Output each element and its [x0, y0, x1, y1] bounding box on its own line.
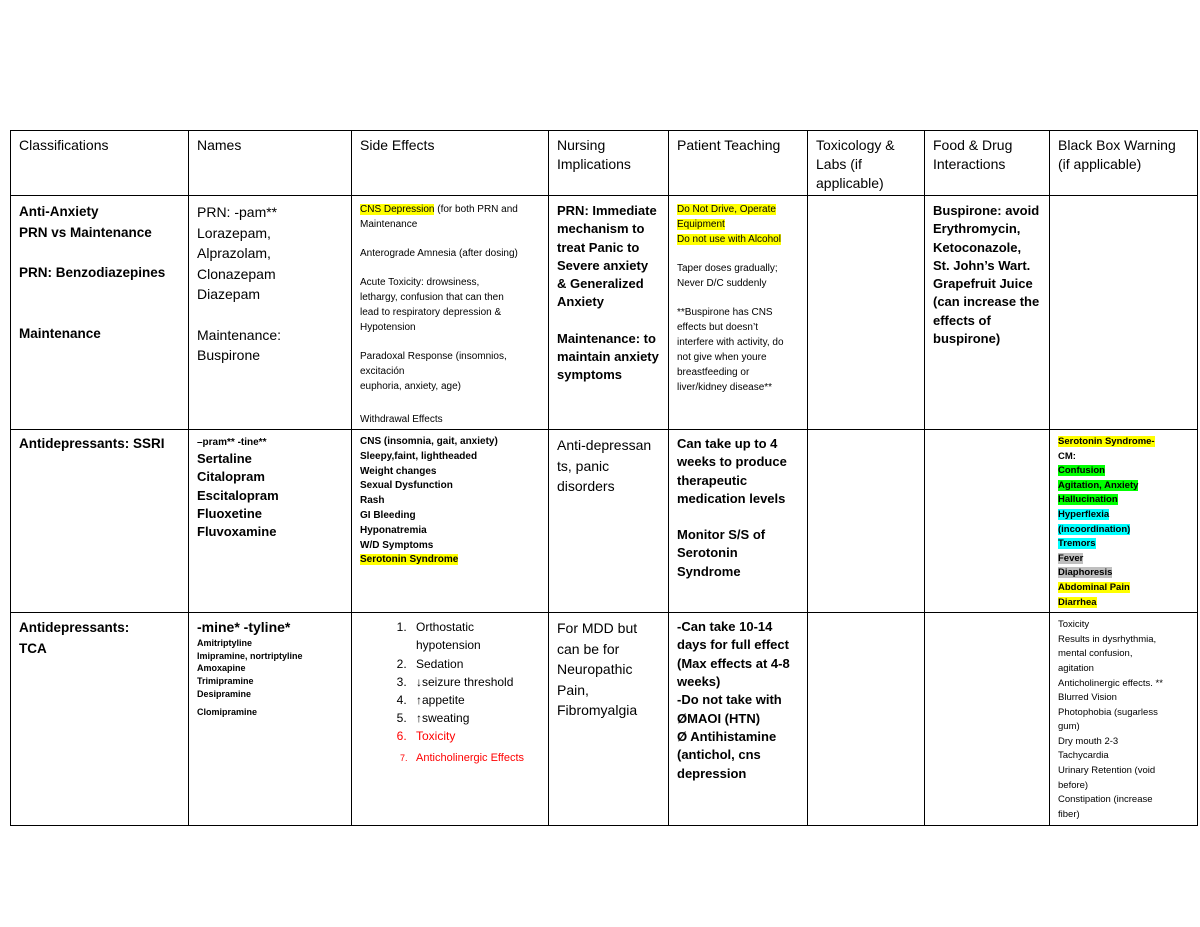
header-names: Names [189, 131, 352, 196]
black-box-cell: Toxicity Results in dysrhythmia, mental confusion, agitation Anticholinergic effects. ** Blurred Vision Photophobia (sugarless gum) Dry mouth 2-3 Tachycardia Urinary Retention (void before) Constipation (increase fiber) [1050, 613, 1198, 826]
list-item: 6. Toxicity [410, 727, 540, 745]
list-item: 2. Sedation [410, 655, 540, 673]
teaching-cell: Can take up to 4 weeks to produce therapeutic medication levels Monitor S/S of Serotonin Syndrome [669, 430, 808, 613]
black-box-cell: Serotonin Syndrome- CM: Confusion Agitation, Anxiety Hallucination Hyperflexia (incoordination) Tremors Fever Diaphoresis Abdominal Pain Diarrhea [1050, 430, 1198, 613]
header-toxicology-labs: Toxicology & Labs (if applicable) [808, 131, 925, 196]
header-row [11, 131, 1198, 196]
names-cell: –pram** -tine** Sertaline Citalopram Escitalopram Fluoxetine Fluvoxamine [189, 430, 352, 613]
list-item: 3. ↓seizure threshold [410, 673, 540, 691]
list-item: 5. ↑sweating [410, 709, 540, 727]
nursing-cell: Anti-depressan ts, panic disorders [549, 430, 669, 613]
header-black-box: Black Box Warning (if applicable) [1050, 131, 1198, 196]
food-drug-cell: Buspirone: avoid Erythromycin, Ketoconazole, St. John’s Wart. Grapefruit Juice (can increase the effects of buspirone) [925, 196, 1050, 430]
classification-cell: Anti-Anxiety PRN vs Maintenance PRN: Benzodiazepines Maintenance [11, 196, 189, 430]
row-ssri [11, 430, 1198, 613]
classification-cell: Antidepressants: SSRI [11, 430, 189, 613]
row-anti-anxiety [11, 196, 1198, 430]
black-box-cell [1050, 196, 1198, 430]
names-cell: -mine* -tyline* Amitriptyline Imipramine, nortriptyline Amoxapine Trimipramine Desipramine Clomipramine [189, 613, 352, 826]
header-food-drug: Food & Drug Interactions [925, 131, 1050, 196]
side-effects-list [360, 618, 540, 767]
classification-cell: Antidepressants: TCA [11, 613, 189, 826]
nursing-cell: PRN: Immediate mechanism to treat Panic to Severe anxiety & Generalized Anxiety Maintenance: to maintain anxiety symptoms [549, 196, 669, 430]
list-item: 1. Orthostatic hypotension [410, 618, 540, 654]
header-classifications: Classifications [11, 131, 189, 196]
toxicology-cell [808, 196, 925, 430]
names-cell: PRN: -pam** Lorazepam, Alprazolam, Clonazepam Diazepam Maintenance: Buspirone [189, 196, 352, 430]
teaching-cell: Do Not Drive, Operate Equipment Do not use with Alcohol Taper doses gradually; Never D/C suddenly **Buspirone has CNS effects but doesn’t interfere with activity, do not give when youre breastfeeding or liver/kidney disease** [669, 196, 808, 430]
teaching-cell: -Can take 10-14 days for full effect (Max effects at 4-8 weeks) -Do not take with ØMAOI (HTN) Ø Antihistamine (antichol, cns depression [669, 613, 808, 826]
list-item: 7. Anticholinergic Effects [410, 749, 540, 767]
food-drug-cell [925, 613, 1050, 826]
food-drug-cell [925, 430, 1050, 613]
toxicology-cell [808, 613, 925, 826]
side-effects-cell [352, 613, 549, 826]
drug-table [10, 130, 1198, 826]
row-tca [11, 613, 1198, 826]
side-effects-cell: CNS (insomnia, gait, anxiety) Sleepy,faint, lightheaded Weight changes Sexual Dysfunction Rash GI Bleeding Hyponatremia W/D Symptoms Serotonin Syndrome [352, 430, 549, 613]
header-patient-teaching: Patient Teaching [669, 131, 808, 196]
list-item: 4. ↑appetite [410, 691, 540, 709]
nursing-cell: For MDD but can be for Neuropathic Pain, Fibromyalgia [549, 613, 669, 826]
side-effects-cell: CNS Depression (for both PRN and Maintenance Anterograde Amnesia (after dosing) Acute Toxicity: drowsiness, lethargy, confusion that can then lead to respiratory depression & Hypotension Paradoxal Response (insomnios, excitación euphoria, anxiety, age) Withdrawal Effects [352, 196, 549, 430]
header-side-effects: Side Effects [352, 131, 549, 196]
header-nursing-implications: Nursing Implications [549, 131, 669, 196]
toxicology-cell [808, 430, 925, 613]
